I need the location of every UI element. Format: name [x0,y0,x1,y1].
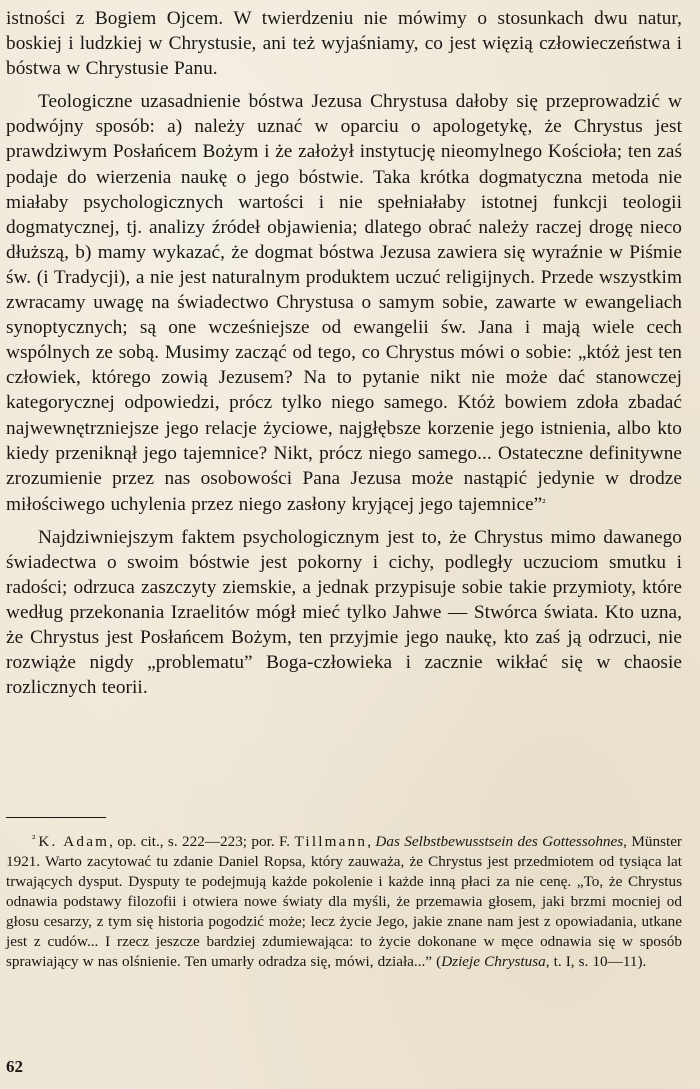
footnote-book-title: Das Selbstbewusstsein des Gottessohnes [375,833,624,850]
footnote-author: K. Adam [38,833,110,850]
footnote [6,829,682,972]
paragraph-psychological-fact: Najdziwniejszym faktem psychologicznym jest to, że Chrystus mimo dawanego świadectwa o swoim bóstwie jest pokorny i cichy, podległy uczuciom smutku i radości; odrzuca zaszczyty ziemskie, a jednak przypisuje sobie takie przymioty, które według przekonania Izraelitów mógł mieć tylko Jahwe — Stwórca świata. Kto uzna, że Chrystus jest Posłańcem Bożym, ten przyjmie jego naukę, kto zaś ją odrzuci, nie rozwiąże nigdy „problematu” Boga-człowieka i zacznie wikłać się w chaosie rozlicznych teorii. [6,526,682,699]
main-text [6,6,682,701]
paragraph-continuation: istności z Bogiem Ojcem. W twierdzeniu nie mówimy o stosunkach dwu natur, boskiej i ludzkiej w Chrystusie, ani też wyjaśniamy, co jest więzią człowieczeństwa i bóstwa w Chrystusie Panu. [6,8,682,80]
footnote-reference[interactable]: ² [542,496,546,509]
paragraph-theological-justification [6,89,682,517]
footnote-text: , t. I, s. 10—11). [545,953,647,970]
footnote-book-title: Dzieje Chrystusa [441,953,546,970]
footnote-separator [6,817,106,818]
footnote-text: , op. cit., s. 222—223; por. F. [109,833,295,850]
footnote-text: , [367,833,376,850]
paragraph-text: Teologiczne uzasadnienie bóstwa Jezusa Chrystusa dałoby się przeprowadzić w podwójny sposób: a) należy uznać w oparciu o apologetykę, że Chrystus jest prawdziwym Posłańcem Bożym i że założył instytucję nieomylnego Kościoła; ten zaś podaje do wierzenia naukę o jego bóstwie. Taka krótka dogmatyczna metoda nie miałaby psychologicznych wartości i nie spełniałaby istotnej funkcji teologii dogmatycznej, tj. analizy źródeł objawienia; dlatego obrać należy raczej drogę nieco dłuższą, b) mamy wykazać, że dogmat bóstwa Jezusa zawiera się wyraźnie w Piśmie św. (i Tradycji), a nie jest naturalnym produktem uczuć religijnych. Przede wszystkim zwracamy uwagę na świadectwo Chrystusa o samym sobie, zawarte w ewangeliach synoptycznych; są one wcześniejsze od ewangelii św. Jana i mają wiele cech wspólnych ze sobą. Musimy zacząć od tego, co Chrystus mówi o sobie: „któż jest ten człowiek, którego zowią Jezusem? Na to pytanie nikt nie może dać stanowczej kategorycznej odpowiedzi, prócz tylko niego samego. Któż bowiem zdoła zbadać najwewnętrzniejsze jego relacje życiowe, najgłębsze korzenie jego istnienia, albo kto kiedy przeniknął jego tajemnice? Nikt, prócz niego samego... Ostateczne definitywne zrozumienie przez nas osobowości Pana Jezusa może nastąpić jedynie w drodze miłościwego uchylenia przez niego zasłony kryjącej jego tajemnice” [6,91,682,515]
footnote-marker: ² [32,833,36,845]
page-number: 62 [6,1057,23,1076]
footnote-text: , Münster 1921. Warto zacytować tu zdanie Daniel Ropsa, który zauważa, że Chrystus jest przedmiotem od tysiąca lat trwających dysput. Dysputy te podejmują każde pokolenie i każde inną płaci za nie cenę. „To, że Chrystus odnawia podstawy filozofii i otwiera nowe światy dla myśli, że przemawia głosem, jaki brzmi mocniej od głosu cesarzy, z tym się historia pogodzić może; lecz życie Jego, jakie znane nam jest z opowiadania, utkane jest z cudów... I rzecz jeszcze bardziej zdumiewająca: to życie dokonane w męce odnawia się w sposób sprawiający w nas olśnienie. Ten umarły odradza się, mówi, działa...” ( [6,833,682,970]
footnote-author: Tillmann [294,833,368,850]
